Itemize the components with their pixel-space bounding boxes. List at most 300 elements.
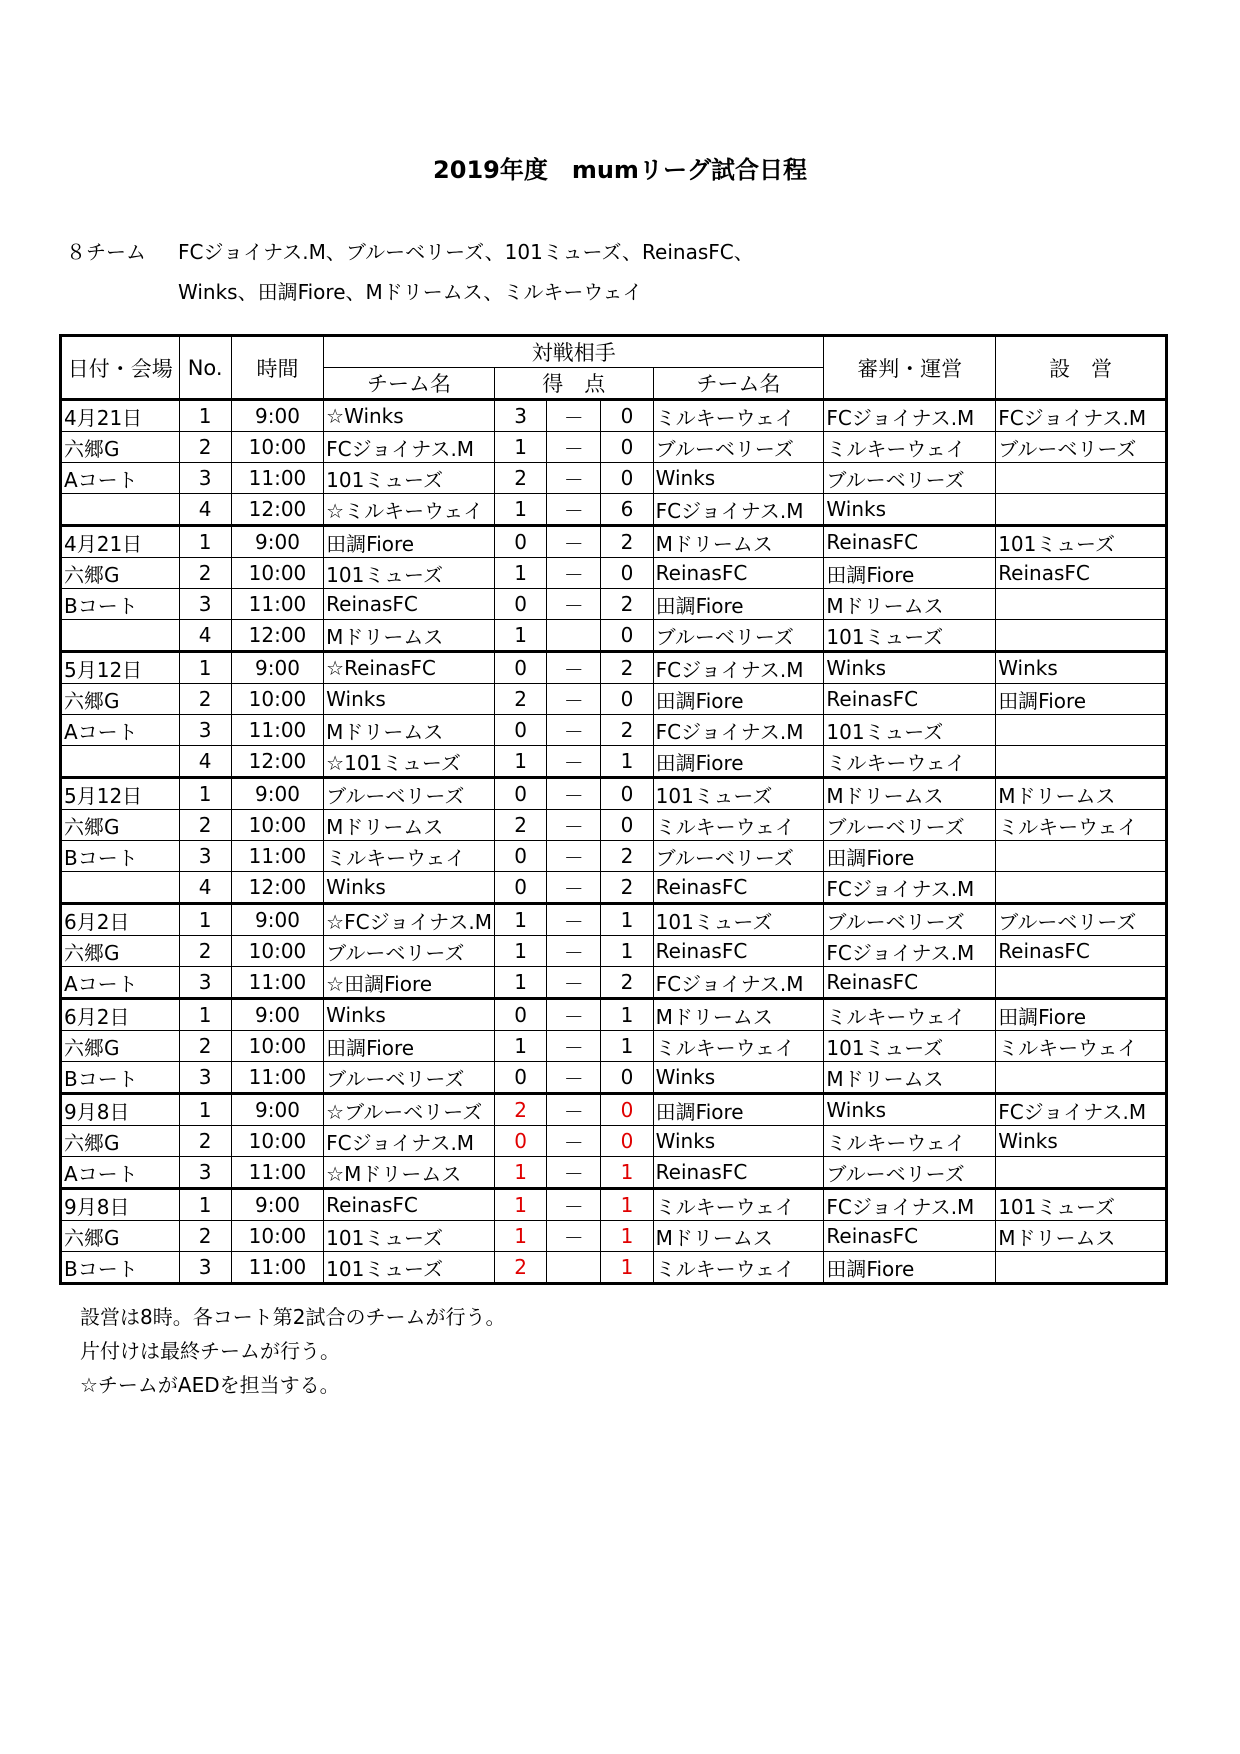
setup-cell: 101ミューズ xyxy=(996,1189,1167,1221)
time-cell: 10:00 xyxy=(231,810,323,841)
referee-cell: Winks xyxy=(824,494,996,526)
setup-cell: Mドリームス xyxy=(996,778,1167,810)
date-venue-cell: 6月2日 xyxy=(61,999,180,1031)
score1-cell: 3 xyxy=(494,400,546,432)
referee-cell: ミルキーウェイ xyxy=(824,746,996,778)
time-cell: 10:00 xyxy=(231,936,323,967)
team2-cell: 田調Fiore xyxy=(653,1094,824,1126)
table-row xyxy=(61,999,1167,1031)
header-time: 時間 xyxy=(231,336,323,400)
setup-cell xyxy=(996,967,1167,999)
match-no-cell: 1 xyxy=(179,1189,231,1221)
time-cell: 9:00 xyxy=(231,1094,323,1126)
table-row xyxy=(61,1157,1167,1189)
score1-cell: 1 xyxy=(494,904,546,936)
team2-cell: 田調Fiore xyxy=(653,684,824,715)
team1-cell: ☆101ミューズ xyxy=(324,746,495,778)
match-group xyxy=(61,652,1167,778)
header-no: No. xyxy=(179,336,231,400)
team2-cell: FCジョイナス.M xyxy=(653,967,824,999)
team1-cell: ReinasFC xyxy=(324,589,495,620)
setup-cell: Mドリームス xyxy=(996,1221,1167,1252)
team1-cell: FCジョイナス.M xyxy=(324,1126,495,1157)
score-dash-cell: － xyxy=(547,872,601,904)
referee-cell: 101ミューズ xyxy=(824,620,996,652)
table-row xyxy=(61,1094,1167,1126)
time-cell: 9:00 xyxy=(231,652,323,684)
team2-cell: ミルキーウェイ xyxy=(653,1031,824,1062)
date-venue-cell: 9月8日 xyxy=(61,1189,180,1221)
referee-cell: Mドリームス xyxy=(824,589,996,620)
date-venue-cell: 六郷G xyxy=(61,936,180,967)
referee-cell: ブルーベリーズ xyxy=(824,1157,996,1189)
score-dash-cell: － xyxy=(547,684,601,715)
score2-cell: 0 xyxy=(601,620,653,652)
header-team-name: チーム名 xyxy=(324,368,495,400)
time-cell: 11:00 xyxy=(231,463,323,494)
team2-cell: ミルキーウェイ xyxy=(653,400,824,432)
team2-cell: FCジョイナス.M xyxy=(653,715,824,746)
match-no-cell: 1 xyxy=(179,652,231,684)
score1-cell: 0 xyxy=(494,526,546,558)
team1-cell: ブルーベリーズ xyxy=(324,936,495,967)
referee-cell: Mドリームス xyxy=(824,1062,996,1094)
match-group xyxy=(61,400,1167,526)
score-dash-cell: － xyxy=(547,936,601,967)
team1-cell: 101ミューズ xyxy=(324,558,495,589)
score1-cell: 1 xyxy=(494,620,546,652)
team-list-line-1: FCジョイナス.M、ブルーベリーズ、101ミューズ、ReinasFC、 xyxy=(178,240,754,264)
date-venue-cell: 9月8日 xyxy=(61,1094,180,1126)
table-row xyxy=(61,620,1167,652)
match-no-cell: 4 xyxy=(179,746,231,778)
team2-cell: ReinasFC xyxy=(653,558,824,589)
page-title: 2019年度 mumリーグ試合日程 xyxy=(433,156,807,184)
score1-cell: 0 xyxy=(494,1062,546,1094)
referee-cell: FCジョイナス.M xyxy=(824,400,996,432)
score1-cell: 1 xyxy=(494,1221,546,1252)
match-no-cell: 2 xyxy=(179,684,231,715)
score-dash-cell: － xyxy=(547,652,601,684)
score2-cell: 2 xyxy=(601,715,653,746)
score-dash-cell: － xyxy=(547,463,601,494)
setup-cell xyxy=(996,494,1167,526)
table-row xyxy=(61,872,1167,904)
date-venue-cell: 4月21日 xyxy=(61,526,180,558)
team1-cell: ☆田調Fiore xyxy=(324,967,495,999)
setup-cell: 田調Fiore xyxy=(996,684,1167,715)
date-venue-cell: 六郷G xyxy=(61,1126,180,1157)
score-dash-cell: － xyxy=(547,1189,601,1221)
score-dash-cell: － xyxy=(547,1157,601,1189)
team1-cell: Winks xyxy=(324,999,495,1031)
date-venue-cell: Aコート xyxy=(61,1157,180,1189)
score1-cell: 1 xyxy=(494,432,546,463)
setup-cell xyxy=(996,872,1167,904)
score-dash-cell xyxy=(547,1252,601,1284)
score1-cell: 0 xyxy=(494,872,546,904)
table-row xyxy=(61,1189,1167,1221)
team1-cell: 田調Fiore xyxy=(324,526,495,558)
match-no-cell: 2 xyxy=(179,432,231,463)
match-no-cell: 3 xyxy=(179,1062,231,1094)
time-cell: 10:00 xyxy=(231,684,323,715)
match-no-cell: 2 xyxy=(179,1221,231,1252)
setup-cell: Winks xyxy=(996,1126,1167,1157)
score2-cell: 0 xyxy=(601,400,653,432)
score-dash-cell: － xyxy=(547,778,601,810)
match-group xyxy=(61,999,1167,1094)
team1-cell: 101ミューズ xyxy=(324,463,495,494)
score1-cell: 1 xyxy=(494,746,546,778)
table-row xyxy=(61,1252,1167,1284)
score2-cell: 0 xyxy=(601,684,653,715)
team2-cell: ブルーベリーズ xyxy=(653,432,824,463)
date-venue-cell: 六郷G xyxy=(61,810,180,841)
score2-cell: 2 xyxy=(601,841,653,872)
table-row xyxy=(61,746,1167,778)
score1-cell: 2 xyxy=(494,1252,546,1284)
team2-cell: Winks xyxy=(653,1062,824,1094)
time-cell: 10:00 xyxy=(231,1031,323,1062)
match-no-cell: 1 xyxy=(179,999,231,1031)
schedule-table xyxy=(59,334,1168,1285)
date-venue-cell: 6月2日 xyxy=(61,904,180,936)
referee-cell: 田調Fiore xyxy=(824,558,996,589)
time-cell: 12:00 xyxy=(231,872,323,904)
score2-cell: 2 xyxy=(601,526,653,558)
score-dash-cell: － xyxy=(547,1031,601,1062)
team2-cell: Mドリームス xyxy=(653,1221,824,1252)
team2-cell: 田調Fiore xyxy=(653,589,824,620)
score-dash-cell: － xyxy=(547,526,601,558)
score1-cell: 1 xyxy=(494,1189,546,1221)
score-dash-cell: － xyxy=(547,999,601,1031)
time-cell: 12:00 xyxy=(231,620,323,652)
referee-cell: Mドリームス xyxy=(824,778,996,810)
referee-cell: 田調Fiore xyxy=(824,841,996,872)
time-cell: 9:00 xyxy=(231,1189,323,1221)
score-dash-cell: － xyxy=(547,746,601,778)
team1-cell: FCジョイナス.M xyxy=(324,432,495,463)
score2-cell: 1 xyxy=(601,1189,653,1221)
setup-cell: ブルーベリーズ xyxy=(996,904,1167,936)
time-cell: 9:00 xyxy=(231,526,323,558)
time-cell: 11:00 xyxy=(231,967,323,999)
team2-cell: 田調Fiore xyxy=(653,746,824,778)
match-no-cell: 2 xyxy=(179,1126,231,1157)
score1-cell: 0 xyxy=(494,841,546,872)
score2-cell: 0 xyxy=(601,558,653,589)
date-venue-cell: 4月21日 xyxy=(61,400,180,432)
date-venue-cell: 六郷G xyxy=(61,1031,180,1062)
team1-cell: ☆ブルーベリーズ xyxy=(324,1094,495,1126)
match-no-cell: 2 xyxy=(179,936,231,967)
referee-cell: 101ミューズ xyxy=(824,715,996,746)
referee-cell: ブルーベリーズ xyxy=(824,463,996,494)
match-no-cell: 1 xyxy=(179,1094,231,1126)
score2-cell: 0 xyxy=(601,432,653,463)
date-venue-cell: 六郷G xyxy=(61,558,180,589)
setup-cell: FCジョイナス.M xyxy=(996,1094,1167,1126)
score1-cell: 1 xyxy=(494,1157,546,1189)
team1-cell: Mドリームス xyxy=(324,715,495,746)
team2-cell: ReinasFC xyxy=(653,1157,824,1189)
date-venue-cell xyxy=(61,746,180,778)
score2-cell: 2 xyxy=(601,589,653,620)
date-venue-cell: Bコート xyxy=(61,1062,180,1094)
team2-cell: FCジョイナス.M xyxy=(653,652,824,684)
team1-cell: 田調Fiore xyxy=(324,1031,495,1062)
score-dash-cell: － xyxy=(547,967,601,999)
team1-cell: 101ミューズ xyxy=(324,1252,495,1284)
team1-cell: ミルキーウェイ xyxy=(324,841,495,872)
table-row xyxy=(61,463,1167,494)
setup-cell: ブルーベリーズ xyxy=(996,432,1167,463)
score2-cell: 2 xyxy=(601,872,653,904)
referee-cell: 田調Fiore xyxy=(824,1252,996,1284)
notes xyxy=(80,1300,505,1402)
header-referee: 審判・運営 xyxy=(824,336,996,400)
team2-cell: ReinasFC xyxy=(653,872,824,904)
date-venue-cell: 六郷G xyxy=(61,432,180,463)
table-row xyxy=(61,1062,1167,1094)
header-team-name-2: チーム名 xyxy=(653,368,824,400)
setup-cell xyxy=(996,1062,1167,1094)
match-no-cell: 4 xyxy=(179,872,231,904)
team2-cell: ブルーベリーズ xyxy=(653,620,824,652)
score-dash-cell: － xyxy=(547,1094,601,1126)
match-no-cell: 2 xyxy=(179,810,231,841)
referee-cell: FCジョイナス.M xyxy=(824,936,996,967)
score1-cell: 2 xyxy=(494,810,546,841)
note-line: 設営は8時。各コート第2試合のチームが行う。 xyxy=(80,1305,506,1329)
table-row xyxy=(61,936,1167,967)
table-row xyxy=(61,1126,1167,1157)
setup-cell: 田調Fiore xyxy=(996,999,1167,1031)
referee-cell: Winks xyxy=(824,1094,996,1126)
note-line: ☆チームがAEDを担当する。 xyxy=(80,1373,340,1397)
referee-cell: ReinasFC xyxy=(824,684,996,715)
setup-cell: ミルキーウェイ xyxy=(996,810,1167,841)
team1-cell: ☆ミルキーウェイ xyxy=(324,494,495,526)
table-row xyxy=(61,904,1167,936)
score-dash-cell xyxy=(547,620,601,652)
match-no-cell: 1 xyxy=(179,904,231,936)
match-no-cell: 3 xyxy=(179,967,231,999)
team-list-line-2: Winks、田調Fiore、Mドリームス、ミルキーウェイ xyxy=(178,280,643,304)
match-no-cell: 3 xyxy=(179,463,231,494)
team1-cell: ☆FCジョイナス.M xyxy=(324,904,495,936)
header-score: 得 点 xyxy=(494,368,653,400)
score2-cell: 1 xyxy=(601,936,653,967)
team2-cell: FCジョイナス.M xyxy=(653,494,824,526)
setup-cell: Winks xyxy=(996,652,1167,684)
team2-cell: ReinasFC xyxy=(653,936,824,967)
table-row xyxy=(61,589,1167,620)
score2-cell: 1 xyxy=(601,1252,653,1284)
time-cell: 11:00 xyxy=(231,1062,323,1094)
team1-cell: Mドリームス xyxy=(324,620,495,652)
score1-cell: 1 xyxy=(494,494,546,526)
date-venue-cell: Bコート xyxy=(61,589,180,620)
table-row xyxy=(61,526,1167,558)
setup-cell xyxy=(996,463,1167,494)
time-cell: 9:00 xyxy=(231,904,323,936)
team1-cell: ☆Mドリームス xyxy=(324,1157,495,1189)
date-venue-cell: 5月12日 xyxy=(61,652,180,684)
note-line: 片付けは最終チームが行う。 xyxy=(80,1339,340,1363)
setup-cell: ReinasFC xyxy=(996,558,1167,589)
referee-cell: FCジョイナス.M xyxy=(824,872,996,904)
score1-cell: 0 xyxy=(494,715,546,746)
setup-cell: ReinasFC xyxy=(996,936,1167,967)
setup-cell: 101ミューズ xyxy=(996,526,1167,558)
time-cell: 10:00 xyxy=(231,1126,323,1157)
team1-cell: ☆ReinasFC xyxy=(324,652,495,684)
table-header xyxy=(61,336,1167,400)
match-no-cell: 1 xyxy=(179,778,231,810)
team-list xyxy=(66,232,754,312)
team2-cell: Mドリームス xyxy=(653,999,824,1031)
team1-cell: ReinasFC xyxy=(324,1189,495,1221)
time-cell: 10:00 xyxy=(231,1221,323,1252)
score-dash-cell: － xyxy=(547,1126,601,1157)
team1-cell: Mドリームス xyxy=(324,810,495,841)
date-venue-cell: Aコート xyxy=(61,463,180,494)
score-dash-cell: － xyxy=(547,715,601,746)
table-row xyxy=(61,967,1167,999)
setup-cell xyxy=(996,841,1167,872)
date-venue-cell: 六郷G xyxy=(61,684,180,715)
team2-cell: 101ミューズ xyxy=(653,778,824,810)
match-no-cell: 3 xyxy=(179,1157,231,1189)
score2-cell: 2 xyxy=(601,652,653,684)
team-count-label: ８チーム xyxy=(66,240,146,264)
score2-cell: 1 xyxy=(601,999,653,1031)
match-no-cell: 2 xyxy=(179,558,231,589)
score1-cell: 0 xyxy=(494,652,546,684)
time-cell: 12:00 xyxy=(231,746,323,778)
date-venue-cell: Bコート xyxy=(61,841,180,872)
score-dash-cell: － xyxy=(547,400,601,432)
score1-cell: 0 xyxy=(494,589,546,620)
match-group xyxy=(61,526,1167,652)
time-cell: 9:00 xyxy=(231,778,323,810)
date-venue-cell xyxy=(61,620,180,652)
team2-cell: Winks xyxy=(653,1126,824,1157)
referee-cell: FCジョイナス.M xyxy=(824,1189,996,1221)
score-dash-cell: － xyxy=(547,841,601,872)
score-dash-cell: － xyxy=(547,589,601,620)
table-row xyxy=(61,432,1167,463)
date-venue-cell: Aコート xyxy=(61,967,180,999)
score2-cell: 0 xyxy=(601,463,653,494)
match-group xyxy=(61,1094,1167,1189)
score-dash-cell: － xyxy=(547,1221,601,1252)
referee-cell: ReinasFC xyxy=(824,526,996,558)
date-venue-cell xyxy=(61,872,180,904)
match-no-cell: 3 xyxy=(179,841,231,872)
referee-cell: ReinasFC xyxy=(824,1221,996,1252)
score2-cell: 0 xyxy=(601,1094,653,1126)
setup-cell xyxy=(996,1252,1167,1284)
referee-cell: ブルーベリーズ xyxy=(824,904,996,936)
referee-cell: ReinasFC xyxy=(824,967,996,999)
setup-cell xyxy=(996,746,1167,778)
time-cell: 11:00 xyxy=(231,841,323,872)
match-group xyxy=(61,1189,1167,1284)
date-venue-cell: 六郷G xyxy=(61,1221,180,1252)
table-row xyxy=(61,778,1167,810)
header-match: 対戦相手 xyxy=(324,336,824,368)
setup-cell xyxy=(996,1157,1167,1189)
score2-cell: 0 xyxy=(601,810,653,841)
setup-cell xyxy=(996,620,1167,652)
team2-cell: ミルキーウェイ xyxy=(653,810,824,841)
table-row xyxy=(61,558,1167,589)
score2-cell: 0 xyxy=(601,778,653,810)
date-venue-cell: Aコート xyxy=(61,715,180,746)
team1-cell: 101ミューズ xyxy=(324,1221,495,1252)
score1-cell: 2 xyxy=(494,463,546,494)
referee-cell: Winks xyxy=(824,652,996,684)
time-cell: 10:00 xyxy=(231,558,323,589)
table-row xyxy=(61,841,1167,872)
match-no-cell: 3 xyxy=(179,715,231,746)
match-no-cell: 4 xyxy=(179,494,231,526)
score2-cell: 1 xyxy=(601,904,653,936)
score1-cell: 2 xyxy=(494,684,546,715)
header-setup: 設 営 xyxy=(996,336,1167,400)
score-dash-cell: － xyxy=(547,432,601,463)
team2-cell: ミルキーウェイ xyxy=(653,1252,824,1284)
match-no-cell: 3 xyxy=(179,589,231,620)
team2-cell: Mドリームス xyxy=(653,526,824,558)
match-no-cell: 4 xyxy=(179,620,231,652)
table-row xyxy=(61,1031,1167,1062)
score2-cell: 0 xyxy=(601,1062,653,1094)
setup-cell: FCジョイナス.M xyxy=(996,400,1167,432)
score1-cell: 0 xyxy=(494,1126,546,1157)
score2-cell: 1 xyxy=(601,1221,653,1252)
referee-cell: ミルキーウェイ xyxy=(824,1126,996,1157)
date-venue-cell: Bコート xyxy=(61,1252,180,1284)
score-dash-cell: － xyxy=(547,1062,601,1094)
table-row xyxy=(61,400,1167,432)
score1-cell: 1 xyxy=(494,936,546,967)
match-group xyxy=(61,904,1167,999)
referee-cell: ブルーベリーズ xyxy=(824,810,996,841)
setup-cell xyxy=(996,715,1167,746)
score-dash-cell: － xyxy=(547,558,601,589)
team1-cell: ブルーベリーズ xyxy=(324,1062,495,1094)
time-cell: 11:00 xyxy=(231,589,323,620)
team1-cell: ブルーベリーズ xyxy=(324,778,495,810)
header-date-venue: 日付・会場 xyxy=(61,336,180,400)
time-cell: 11:00 xyxy=(231,715,323,746)
score2-cell: 6 xyxy=(601,494,653,526)
match-no-cell: 1 xyxy=(179,526,231,558)
team2-cell: 101ミューズ xyxy=(653,904,824,936)
score2-cell: 1 xyxy=(601,746,653,778)
match-no-cell: 2 xyxy=(179,1031,231,1062)
score2-cell: 0 xyxy=(601,1126,653,1157)
setup-cell: ミルキーウェイ xyxy=(996,1031,1167,1062)
time-cell: 9:00 xyxy=(231,999,323,1031)
score1-cell: 1 xyxy=(494,967,546,999)
team1-cell: Winks xyxy=(324,684,495,715)
